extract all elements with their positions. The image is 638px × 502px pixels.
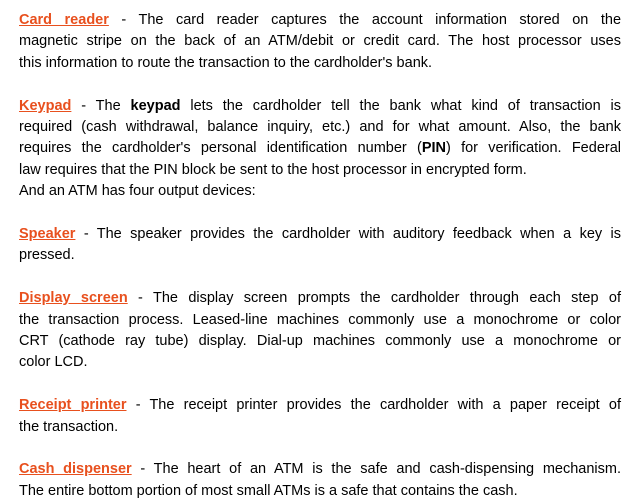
speaker-text-1: - The speaker provides the cardholder with auditory feedback when a key is bbox=[75, 226, 621, 243]
term-cash-dispenser: Cash dispenser bbox=[19, 461, 132, 478]
paragraph-card-reader bbox=[19, 10, 621, 74]
display-screen-text-3: CRT (cathode ray tube) display. Dial-up machines commonly use a monochrome or bbox=[19, 333, 621, 350]
keypad-text-2: required (cash withdrawal, balance inquiry, etc.) and for what amount. Also, the bank bbox=[19, 119, 621, 136]
card-reader-text-2: magnetic stripe on the back of an ATM/debit or credit card. The host processor uses bbox=[19, 33, 621, 50]
pin-bold: PIN bbox=[421, 140, 446, 157]
card-reader-text-1: - The card reader captures the account information stored on the bbox=[108, 12, 622, 28]
term-keypad: Keypad bbox=[19, 97, 72, 114]
keypad-text-5: And an ATM has four output devices: bbox=[19, 183, 256, 200]
paragraph-receipt-printer bbox=[19, 395, 621, 438]
paragraph-keypad: Keypad - The keypad lets the cardholder tell the bank what kind of transaction is required (cash withdrawal, balance inquiry, etc.) and for what amount. Also, the bank requires the cardholder's personal identification number (PIN) for verification. Federal law requires that the PIN block be sent to the host processor in encrypted form. And an ATM has four output devices: bbox=[19, 96, 621, 203]
term-card-reader: Card reader bbox=[19, 12, 109, 28]
paragraph-display-screen bbox=[19, 288, 621, 374]
cash-dispenser-text-1: - The heart of an ATM is the safe and cash-dispensing mechanism. bbox=[131, 461, 621, 478]
display-screen-text-4: color LCD. bbox=[19, 354, 88, 371]
receipt-printer-text-1: - The receipt printer provides the cardholder with a paper receipt of bbox=[126, 397, 621, 414]
term-speaker: Speaker bbox=[19, 226, 76, 243]
keypad-bold: keypad bbox=[130, 97, 181, 114]
term-display-screen: Display screen bbox=[19, 290, 128, 307]
display-screen-text-2: the transaction process. Leased-line machines commonly use a monochrome or color bbox=[19, 311, 621, 328]
term-receipt-printer: Receipt printer bbox=[19, 397, 127, 414]
receipt-printer-text-2: the transaction. bbox=[19, 418, 119, 435]
document-body bbox=[19, 10, 621, 502]
keypad-text-4: law requires that the PIN block be sent to the host processor in encrypted form. bbox=[19, 161, 527, 178]
paragraph-speaker bbox=[19, 224, 621, 267]
display-screen-text-1: - The display screen prompts the cardholder through each step of bbox=[127, 290, 621, 307]
speaker-text-2: pressed. bbox=[19, 247, 75, 264]
paragraph-cash-dispenser bbox=[19, 459, 621, 502]
cash-dispenser-text-2: The entire bottom portion of most small ATMs is a safe that contains the cash. bbox=[19, 482, 518, 499]
card-reader-text-3: this information to route the transaction to the cardholder's bank. bbox=[19, 54, 433, 71]
